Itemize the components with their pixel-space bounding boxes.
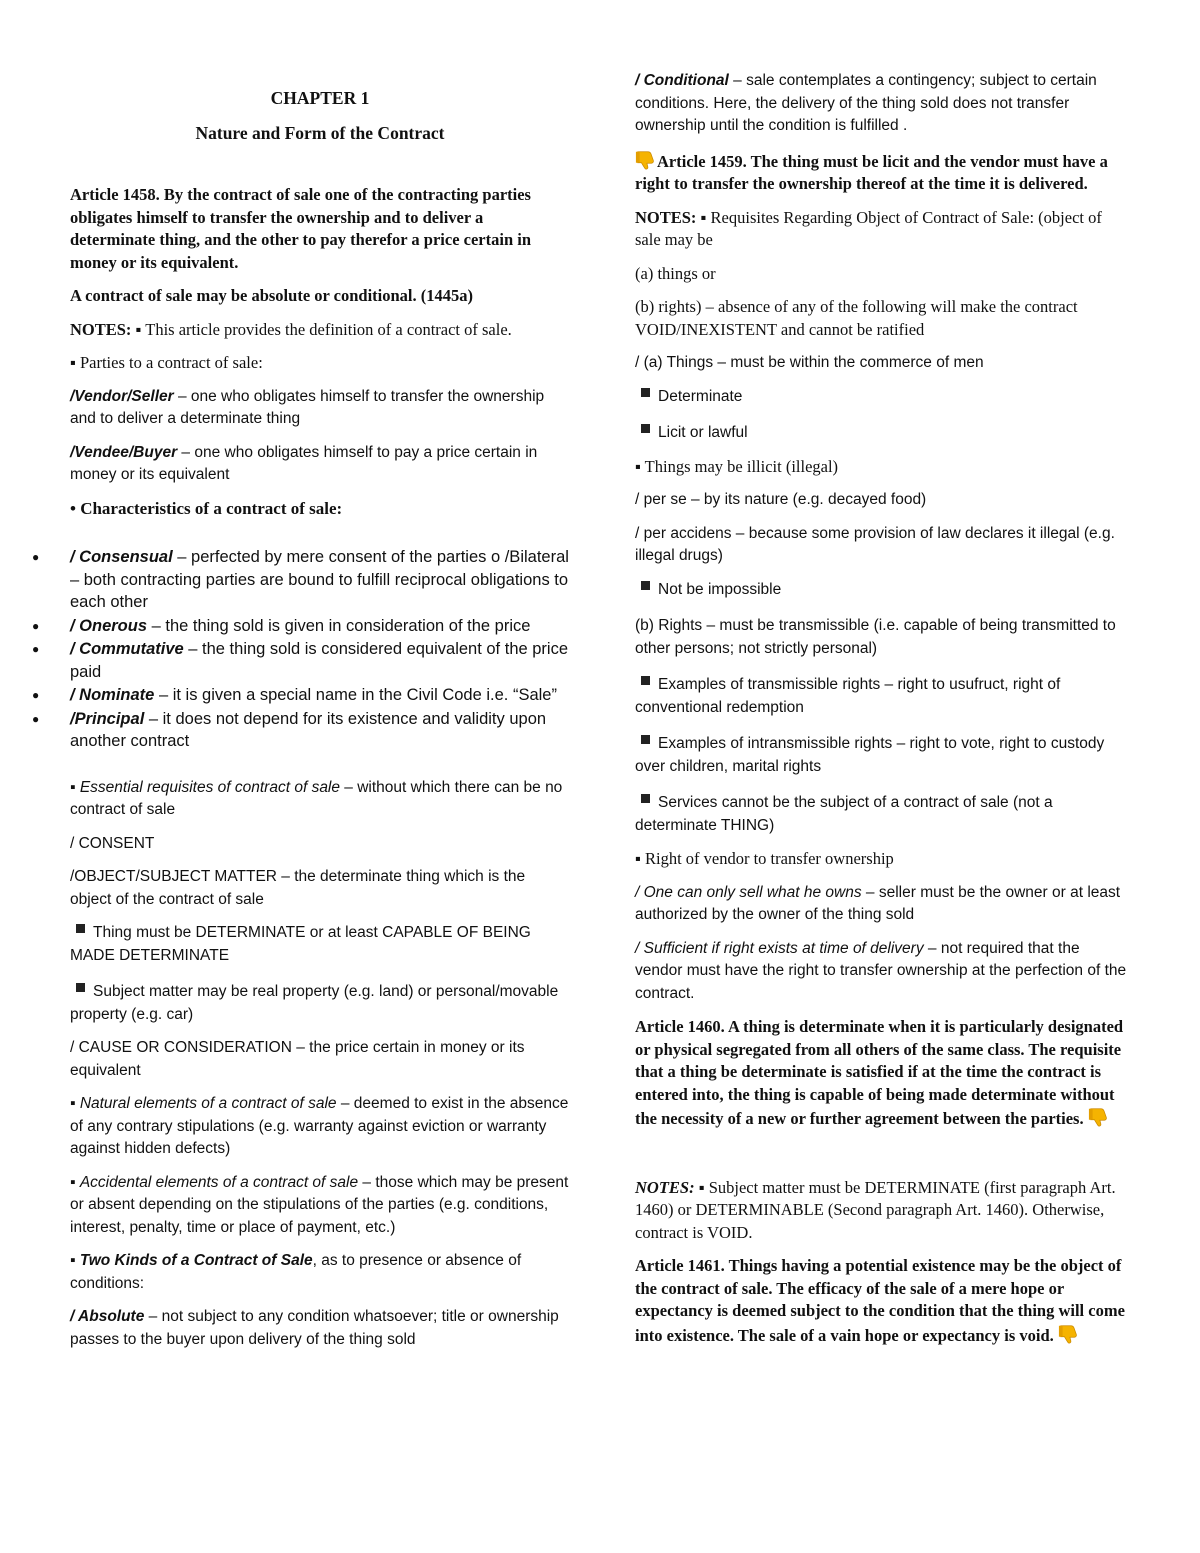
square-bullet-icon xyxy=(641,424,650,433)
services-text: Services cannot be the subject of a contract of sale (not a determinate THING) xyxy=(635,794,1053,834)
object-subject-matter: /OBJECT/SUBJECT MATTER – the determinate thing which is the object of the contract of sale xyxy=(70,868,526,908)
right-column xyxy=(635,70,1130,1358)
determinate-text: Determinate xyxy=(658,387,743,405)
conditional-def: – sale contemplates a contingency; subject to certain conditions. Here, the delivery of the thing sold does not transfer ownership until the condition is fulfilled . xyxy=(635,72,1097,134)
thumbs-down-icon xyxy=(1088,1106,1110,1128)
cause-consideration: / CAUSE OR CONSIDERATION – the price certain in money or its equivalent xyxy=(70,1039,525,1079)
intransmissible-examples xyxy=(635,733,1130,778)
sufficient-right xyxy=(635,938,1130,1006)
b-rights-text: (b) rights) – absence of any of the following will make the contract VOID/INEXISTENT and cannot be ratified xyxy=(635,297,1078,339)
vendor-def: – one who obligates himself to transfer the ownership and to deliver a determinate thing xyxy=(70,387,545,427)
article-1460 xyxy=(635,1016,1130,1131)
per-accidens: / per accidens – because some provision of law declares it illegal (e.g. illegal drugs) xyxy=(635,524,1115,564)
list-item xyxy=(70,615,570,638)
parties-heading: ▪ Parties to a contract of sale: xyxy=(70,353,263,372)
vendee-def: – one who obligates himself to pay a price certain in money or its equivalent xyxy=(70,443,538,483)
char-term: /Principal xyxy=(70,709,145,728)
square-bullet-icon xyxy=(641,388,650,397)
one-can-def: – seller must be the owner or at least authorized by the owner of the thing sold xyxy=(635,883,1121,923)
natural-term: Natural elements of a contract of sale xyxy=(79,1095,337,1112)
absolute-def: – not subject to any condition whatsoever; title or ownership passes to the buyer upon delivery of the thing sold xyxy=(70,1308,559,1348)
not-impossible-text: Not be impossible xyxy=(658,580,782,598)
article-1461 xyxy=(635,1255,1130,1347)
notes2-label: NOTES: xyxy=(635,1177,695,1197)
square-bullet-icon xyxy=(641,735,650,744)
determinate xyxy=(635,386,1130,409)
vendee-definition xyxy=(70,442,570,487)
subject-matter-types xyxy=(70,981,570,1026)
twokinds-term: Two Kinds of a Contract of Sale xyxy=(79,1252,313,1269)
thing-det-text: Thing must be DETERMINATE or at least CAPABLE OF BEING MADE DETERMINATE xyxy=(70,924,531,964)
chapter-title: CHAPTER 1 xyxy=(270,88,370,108)
char-term: / Consensual xyxy=(70,548,173,566)
two-kinds: ▪ Two Kinds of a Contract of Sale, as to presence or absence of conditions: xyxy=(70,1252,522,1292)
char-def: – perfected by mere consent of the parties o /Bilateral – both contracting parties are bound to fulfill reciprocal obligations to each other xyxy=(70,548,569,611)
char-def: – the thing sold is considered equivalent of the price paid xyxy=(70,640,569,681)
licit xyxy=(635,422,1130,445)
b-rights xyxy=(635,296,1130,341)
ex-intrans-text: Examples of intransmissible rights – right to vote, right to custody over children, marital rights xyxy=(635,735,1105,775)
thumbs-down-icon xyxy=(1058,1323,1080,1345)
article-1458-para2: A contract of sale may be absolute or conditional. (1445a) xyxy=(70,286,474,305)
one-can-sell xyxy=(635,882,1130,927)
subject-matter-text: Subject matter may be real property (e.g. land) or personal/movable property (e.g. car) xyxy=(70,983,559,1023)
services xyxy=(635,792,1130,837)
list-item xyxy=(70,708,570,753)
notes-requisites: Requisites Regarding Object of Contract of Sale: (object of sale may be xyxy=(635,207,1102,249)
article-1459 xyxy=(635,149,1130,196)
article-1460-text: Article 1460. A thing is determinate when it is particularly designated or physical segregated from all others of the same class. The requisite that a thing be determinate is satisfied if at the time the contract is entered into, the thing is capable of being made determinate without the necessity of a new or further agreement between the parties. xyxy=(635,1017,1124,1128)
notes-label: NOTES: ▪ xyxy=(70,319,142,339)
square-bullet-icon xyxy=(76,983,85,992)
square-bullet-icon xyxy=(76,924,85,933)
notes-1459 xyxy=(635,207,1130,252)
notes-1458 xyxy=(70,319,570,342)
notes-text: This article provides the definition of a contract of sale. xyxy=(145,319,512,339)
list-item xyxy=(70,546,570,614)
char-def: – it is given a special name in the Civil Code i.e. “Sale” xyxy=(154,686,557,704)
square-bullet-icon xyxy=(641,794,650,803)
characteristics-heading: • Characteristics of a contract of sale: xyxy=(70,498,343,518)
notes-label: NOTES: ▪ xyxy=(635,207,707,227)
conditional-sale xyxy=(635,70,1130,138)
natural-def: – deemed to exist in the absence of any contrary stipulations (e.g. warranty against eviction or warranty against hidden defects) xyxy=(70,1095,569,1157)
essential-requisites xyxy=(70,777,570,822)
illicit: ▪ Things may be illicit (illegal) xyxy=(635,456,839,476)
list-item xyxy=(70,684,570,707)
natural-elements: ▪ Natural elements of a contract of sale – deemed to exist in the absence of any contrary stipulations (e.g. warranty against eviction or warranty against hidden defects) xyxy=(70,1095,569,1157)
absolute-term: / Absolute xyxy=(70,1308,145,1325)
thing-determinate xyxy=(70,922,570,967)
square-bullet-icon xyxy=(641,676,650,685)
vendor-definition xyxy=(70,386,570,431)
accidental-elements: ▪ Accidental elements of a contract of sale – those which may be present or absent depending on the stipulations of the parties (e.g. conditions, interest, penalty, time or place of payment, etc.) xyxy=(70,1173,569,1236)
thumbs-down-icon xyxy=(635,149,657,171)
b-rights-transmissible: (b) Rights – must be transmissible (i.e. capable of being transmitted to other persons; not strictly personal) xyxy=(635,617,1116,657)
characteristics-list xyxy=(30,546,570,753)
ess-term: Essential requisites of contract of sale xyxy=(79,778,340,796)
chapter-subtitle: Nature and Form of the Contract xyxy=(195,123,445,143)
conditional-term: / Conditional xyxy=(635,72,729,89)
absolute-sale xyxy=(70,1306,570,1351)
sufficient-term: / Sufficient if right exists at time of delivery xyxy=(635,939,924,957)
char-def: – the thing sold is given in consideration of the price xyxy=(147,616,531,635)
left-column xyxy=(70,70,570,1362)
accidental-term: Accidental elements of a contract of sale xyxy=(79,1173,359,1191)
right-of-vendor: ▪ Right of vendor to transfer ownership xyxy=(635,849,894,868)
char-term: / Nominate xyxy=(70,686,155,704)
twokinds-def: , as to presence or absence of conditions: xyxy=(70,1252,522,1292)
transmissible-examples xyxy=(635,674,1130,719)
char-term: / Onerous xyxy=(70,616,148,635)
notes2-text: ▪ Subject matter must be DETERMINATE (first paragraph Art. 1460) or DETERMINABLE (Second paragraph Art. 1460). Otherwise, contract is VOID. xyxy=(635,1177,1116,1242)
sufficient-def: – not required that the vendor must have the right to transfer ownership at the perfection of the contract. xyxy=(635,939,1127,1002)
ess-bullet: ▪ xyxy=(70,778,80,796)
vendor-term: /Vendor/Seller xyxy=(70,387,174,405)
char-term: / Commutative xyxy=(70,640,184,658)
char-def: – it does not depend for its existence and validity upon another contract xyxy=(70,709,547,750)
things-commerce: / (a) Things – must be within the commerce of men xyxy=(635,354,984,371)
ess-def: – without which there can be no contract of sale xyxy=(70,778,563,818)
list-item xyxy=(70,638,570,683)
article-1458: Article 1458. By the contract of sale one of the contracting parties obligates himself to transfer the ownership and to deliver a determinate thing, and the other to pay therefor a price certain in money or its equivalent. xyxy=(70,185,532,272)
one-can-term: / One can only sell what he owns xyxy=(635,883,862,901)
ex-trans-text: Examples of transmissible rights – right to usufruct, right of conventional redemption xyxy=(635,676,1061,716)
article-1461-text: Article 1461. Things having a potential existence may be the object of the contract of sale. The efficacy of the sale of a mere hope or expectancy is deemed subject to the condition that the thing will come into existence. The sale of a vain hope or expectancy is void. xyxy=(635,1256,1125,1345)
accidental-def: – those which may be present or absent depending on the stipulations of the parties (e.g. conditions, interest, penalty, time or place of payment, etc.) xyxy=(70,1173,569,1236)
square-bullet-icon xyxy=(641,581,650,590)
a-things: (a) things or xyxy=(635,263,716,283)
licit-text: Licit or lawful xyxy=(658,424,748,441)
vendee-term: /Vendee/Buyer xyxy=(70,443,178,461)
article-1459-text: Article 1459. The thing must be licit and the vendor must have a right to transfer the ownership thereof at the time it is delivered. xyxy=(635,151,1108,193)
consent: / CONSENT xyxy=(70,834,155,852)
notes-1460 xyxy=(635,1177,1130,1245)
per-se: / per se – by its nature (e.g. decayed food) xyxy=(635,491,927,508)
not-impossible xyxy=(635,579,1130,602)
